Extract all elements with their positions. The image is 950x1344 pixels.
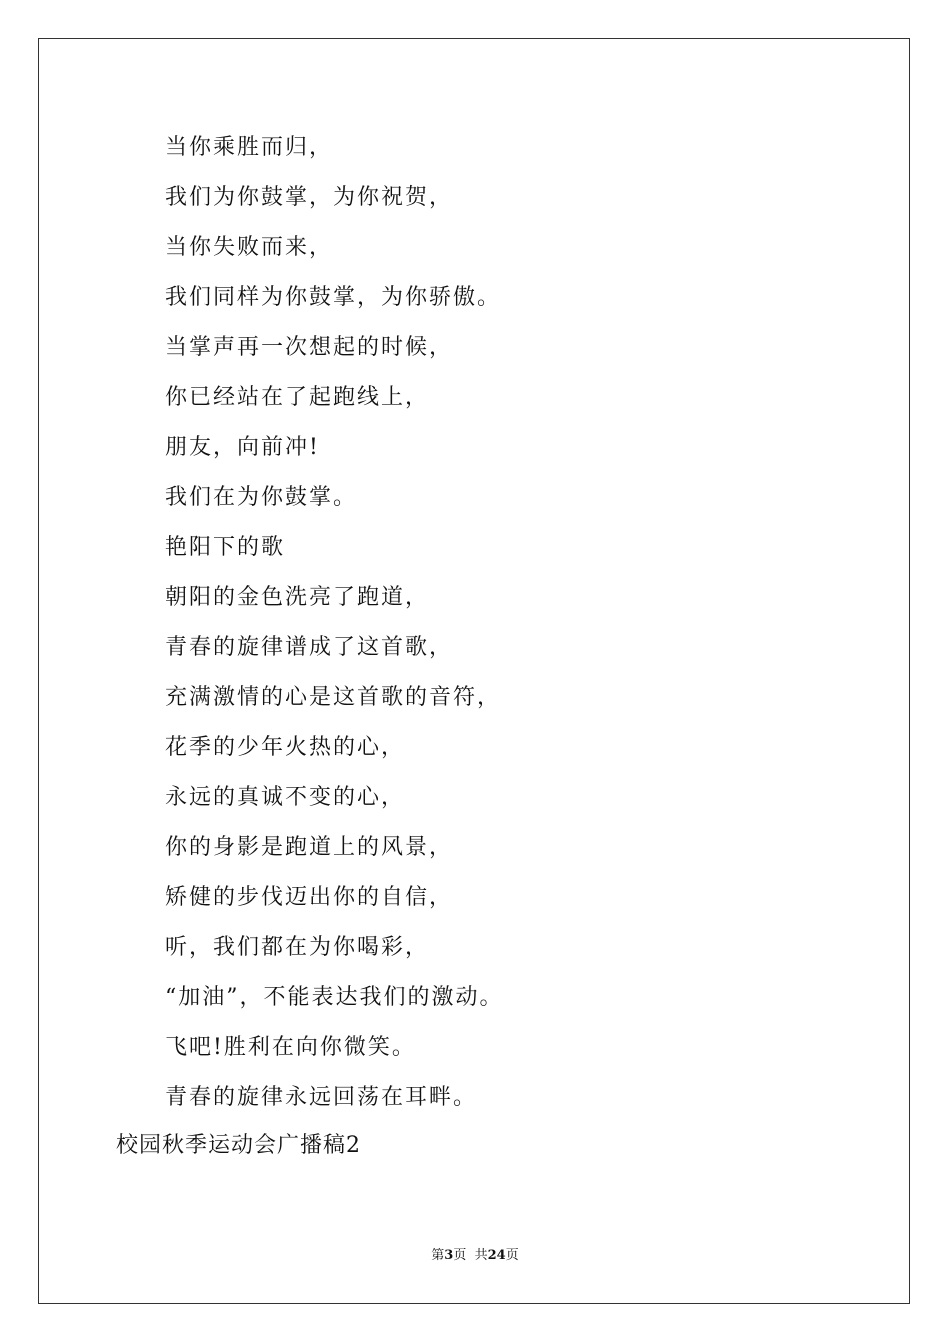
current-page-number: 3 xyxy=(444,1248,454,1263)
poem-line: 青春的旋律永远回荡在耳畔。 xyxy=(165,1085,478,1110)
total-pages-number: 24 xyxy=(487,1248,506,1263)
footer-suffix: 页 xyxy=(505,1248,519,1263)
poem-line: 我们为你鼓掌，为你祝贺， xyxy=(165,185,454,210)
poem-line: 朝阳的金色洗亮了跑道， xyxy=(165,585,430,610)
section-title: 校园秋季运动会广播稿2 xyxy=(116,1133,361,1158)
poem-line: 矫健的步伐迈出你的自信， xyxy=(165,885,454,910)
poem-line: 听，我们都在为你喝彩， xyxy=(165,935,430,960)
poem-line: 当你失败而来， xyxy=(165,235,334,260)
poem-line: 花季的少年火热的心， xyxy=(165,735,406,760)
poem-line: 我们在为你鼓掌。 xyxy=(165,485,358,510)
footer-prefix: 第 xyxy=(431,1248,445,1263)
poem-line: 你的身影是跑道上的风景， xyxy=(165,835,454,860)
poem-line: 充满激情的心是这首歌的音符， xyxy=(165,685,502,710)
poem-line: “加油”，不能表达我们的激动。 xyxy=(165,985,504,1010)
poem-line: 永远的真诚不变的心， xyxy=(165,785,406,810)
poem-line: 青春的旋律谱成了这首歌， xyxy=(165,635,454,660)
page-footer xyxy=(0,1246,950,1266)
poem-lines xyxy=(165,128,504,1128)
poem-line: 朋友，向前冲! xyxy=(165,435,320,460)
poem-subtitle: 艳阳下的歌 xyxy=(165,535,286,560)
footer-middle: 页 共 xyxy=(453,1248,488,1263)
poem-line: 你已经站在了起跑线上， xyxy=(165,385,430,410)
poem-line: 当你乘胜而归， xyxy=(165,135,334,160)
poem-line: 当掌声再一次想起的时候， xyxy=(165,335,454,360)
poem-line: 飞吧!胜利在向你微笑。 xyxy=(165,1035,416,1060)
poem-line: 我们同样为你鼓掌，为你骄傲。 xyxy=(165,285,502,310)
